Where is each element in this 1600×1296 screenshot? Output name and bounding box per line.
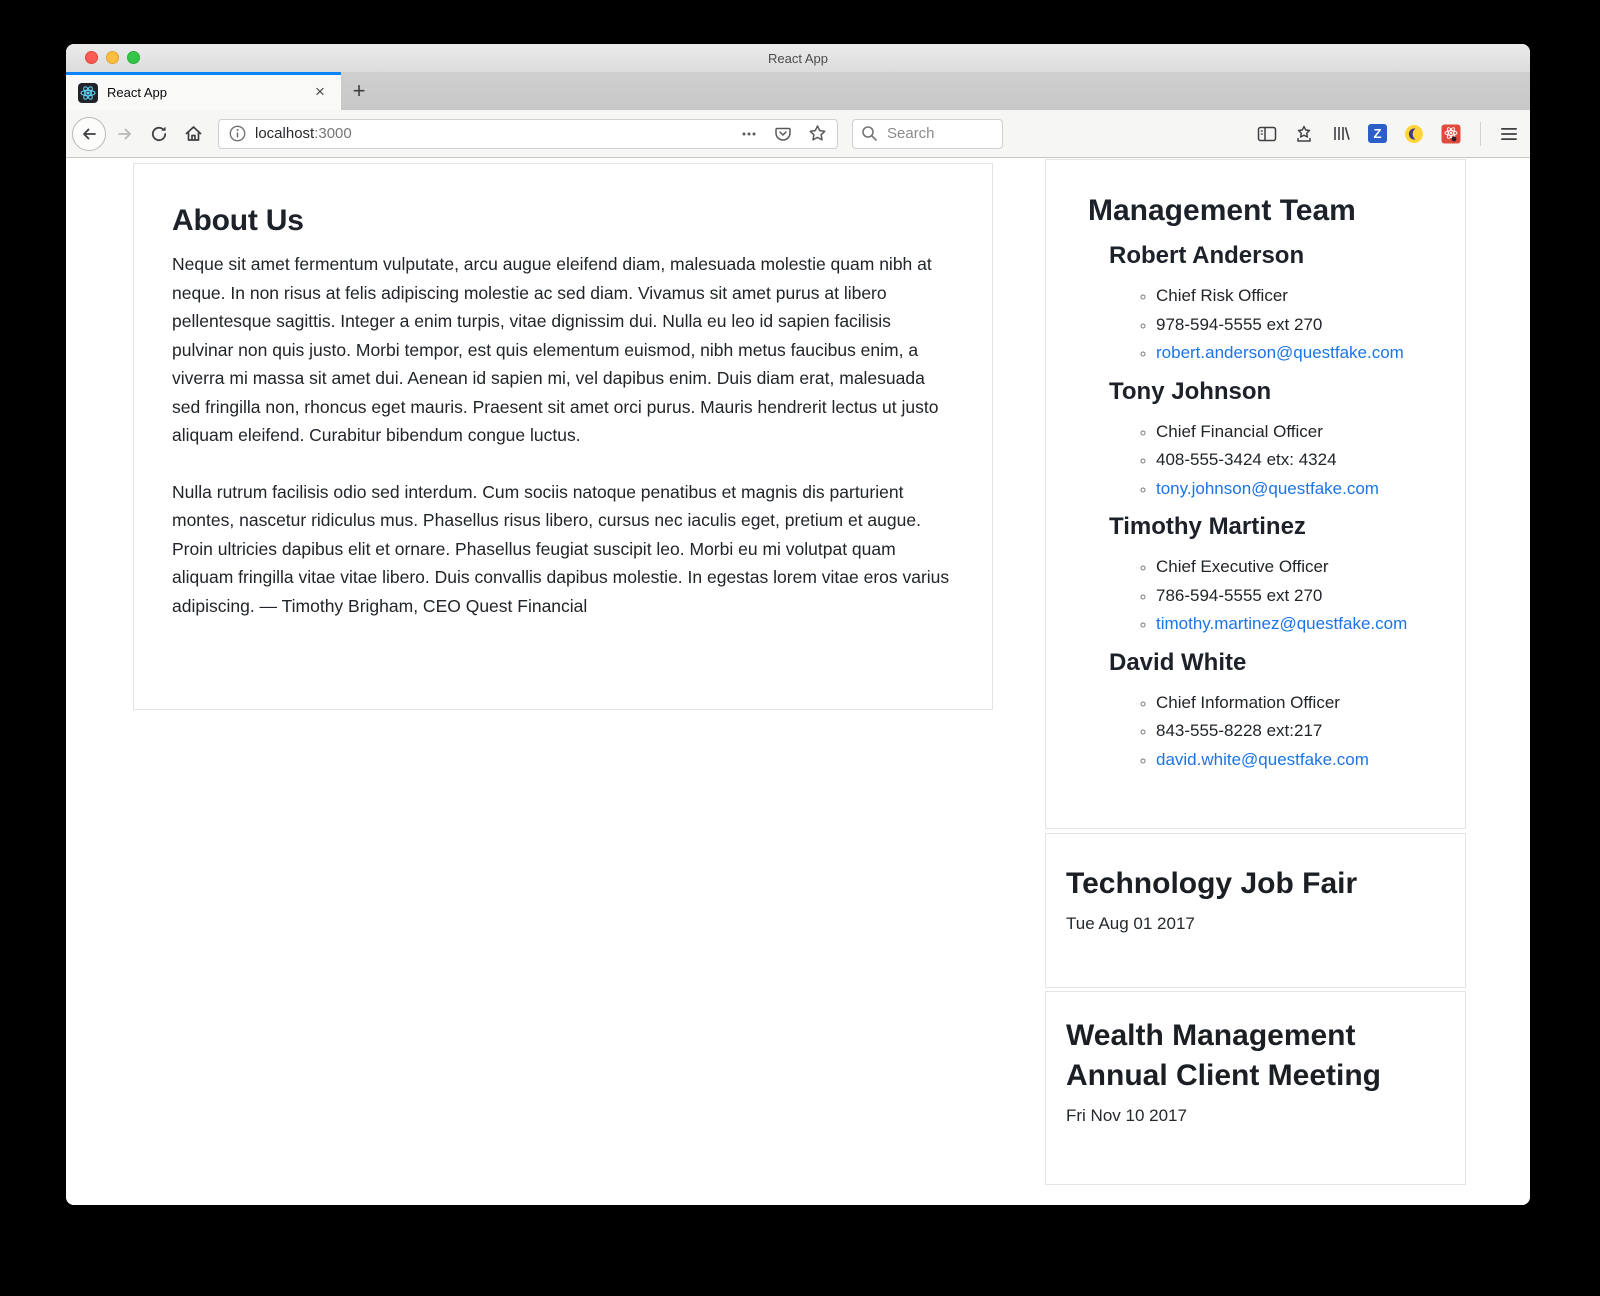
- site-info-icon[interactable]: [229, 125, 246, 142]
- star-tray-icon[interactable]: [1294, 124, 1314, 144]
- page-actions-icon[interactable]: [740, 125, 758, 143]
- member-details: [1088, 418, 1445, 504]
- member-name: David White: [1109, 648, 1247, 676]
- toolbar-extension-icons: [1257, 122, 1518, 146]
- toolbar-separator: [1480, 122, 1481, 146]
- member-email: [1156, 339, 1445, 368]
- forward-arrow-icon: [116, 125, 134, 143]
- member-email-link[interactable]: tony.johnson@questfake.com: [1156, 478, 1379, 498]
- member-email-link[interactable]: robert.anderson@questfake.com: [1156, 343, 1404, 362]
- member-email: [1156, 475, 1445, 504]
- moon-extension-icon[interactable]: [1404, 124, 1424, 144]
- reload-button[interactable]: [142, 117, 176, 151]
- browser-window: [66, 44, 1530, 1205]
- member-details: [1088, 553, 1445, 639]
- event-date: Fri Nov 10 2017: [1066, 1106, 1187, 1125]
- member-title: ◦ Chief Risk Officer: [1156, 282, 1445, 311]
- member-phone: ◦ 978-594-5555 ext 270: [1156, 311, 1445, 340]
- member-title: ◦ Chief Information Officer: [1156, 689, 1445, 718]
- tab-title: React App: [107, 85, 167, 100]
- about-paragraph-2: Nulla rutrum facilisis odio sed interdum. Cum sociis natoque penatibus et magnis dis parturient montes, nascetur ridiculus mus. Phasellus risus libero, cursus nec iaculis eget, pretium et augue. Proin ultricies dapibus elit et ornare. Phasellus feugiat suscipit leo. Morbi eu mi volutpat quam aliquam fringilla vitae vitae libero. Duis convallis dapibus molestie. In egestas lorem vitae eros varius adipiscing. — Timothy Brigham, CEO Quest Financial: [172, 481, 950, 616]
- library-icon[interactable]: [1331, 124, 1351, 143]
- titlebar: [66, 44, 1530, 72]
- event-card-annual-meeting: [1045, 991, 1466, 1185]
- management-team-title: Management Team: [1088, 194, 1356, 227]
- window-title: React App: [768, 50, 828, 66]
- management-team-card: [1045, 159, 1466, 829]
- sidebar-toggle-icon[interactable]: [1257, 125, 1277, 143]
- about-paragraph-1: Neque sit amet fermentum vulputate, arcu augue eleifend diam, malesuada molestie quam nibh at neque. In non risus at felis adipiscing molestie ac sed diam. Vivamus sit amet purus at libero pellentesque sagittis. Integer a enim turpis, vitae dignissim dui. Nulla eu leo id sapien facilisis pulvinar non quis justo. Morbi tempor, est quis elementum euismod, nibh metus faucibus enim, a viverra mi massa sit amet dui. Aenean id sapien mi, vel dapibus enim. Duis diam erat, malesuada sed fringilla non, rhoncus eget mauris. Praesent sit amet orci purus. Mauris hendrerit lectus ut justo aliquam eleifend. Curabitur bibendum congue luctus.: [172, 254, 939, 445]
- url-text: [255, 125, 740, 142]
- event-date: Tue Aug 01 2017: [1066, 914, 1195, 933]
- team-member: [1088, 649, 1445, 775]
- home-icon: [184, 124, 203, 143]
- member-email: [1156, 746, 1445, 775]
- new-tab-button[interactable]: [341, 72, 377, 110]
- bookmark-star-icon[interactable]: [808, 124, 827, 143]
- member-details: [1088, 282, 1445, 368]
- minimize-window-button[interactable]: [106, 51, 119, 64]
- event-title: Technology Job Fair: [1066, 867, 1358, 900]
- search-bar: [852, 119, 1003, 149]
- about-card: [133, 163, 993, 710]
- react-favicon-icon: [78, 83, 98, 103]
- team-member: [1088, 378, 1445, 504]
- member-phone: ◦ 408-555-3424 etx: 4324: [1156, 446, 1445, 475]
- tab-bar: [66, 72, 1530, 110]
- url-port: :3000: [314, 125, 352, 142]
- tab-react-app[interactable]: [66, 72, 341, 110]
- member-name: Tony Johnson: [1109, 377, 1272, 405]
- member-email: [1156, 610, 1445, 639]
- page-content: [66, 158, 1530, 1205]
- member-email-link[interactable]: timothy.martinez@questfake.com: [1156, 614, 1408, 633]
- reload-icon: [150, 125, 168, 143]
- search-icon: [861, 125, 878, 142]
- back-button[interactable]: [72, 117, 106, 151]
- member-title: ◦ Chief Financial Officer: [1156, 418, 1445, 447]
- home-button[interactable]: [176, 117, 210, 151]
- member-details: [1088, 689, 1445, 775]
- member-email-link[interactable]: david.white@questfake.com: [1156, 749, 1369, 769]
- traffic-lights: [85, 51, 140, 64]
- url-actions: [740, 124, 827, 143]
- back-arrow-icon: [80, 125, 98, 143]
- event-card-job-fair: [1045, 833, 1466, 988]
- about-title: About Us: [172, 204, 304, 237]
- url-bar[interactable]: [218, 119, 838, 149]
- zoom-window-button[interactable]: [127, 51, 140, 64]
- navigation-toolbar: [66, 110, 1530, 158]
- url-host: localhost: [255, 125, 315, 142]
- member-name: Timothy Martinez: [1109, 513, 1306, 540]
- event-title: Wealth Management Annual Client Meeting: [1066, 1019, 1381, 1092]
- search-input[interactable]: [885, 124, 994, 143]
- member-name: Robert Anderson: [1109, 242, 1305, 269]
- team-member: [1088, 242, 1445, 368]
- member-phone: ◦ 843-555-8228 ext:217: [1156, 717, 1445, 746]
- pocket-icon[interactable]: [774, 125, 792, 143]
- team-member: [1088, 513, 1445, 639]
- menu-icon[interactable]: [1500, 126, 1518, 142]
- forward-button[interactable]: [108, 117, 142, 151]
- tab-close-icon[interactable]: ×: [315, 81, 325, 101]
- z-extension-icon[interactable]: Z: [1368, 124, 1387, 143]
- member-phone: ◦ 786-594-5555 ext 270: [1156, 582, 1445, 611]
- plus-icon: +: [352, 78, 366, 103]
- member-title: ◦ Chief Executive Officer: [1156, 553, 1445, 582]
- react-devtools-icon[interactable]: [1441, 124, 1461, 144]
- close-window-button[interactable]: [85, 51, 98, 64]
